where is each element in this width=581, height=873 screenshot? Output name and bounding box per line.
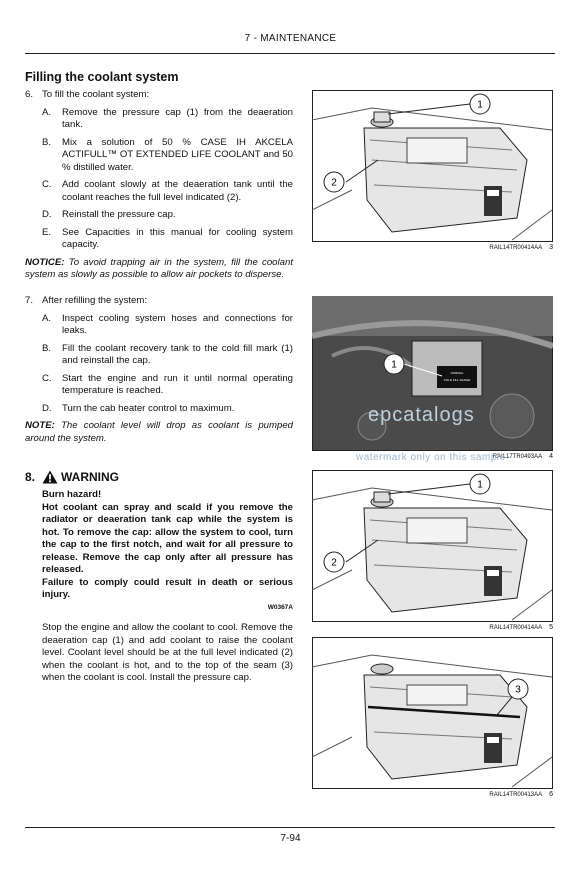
step-intro: To fill the coolant system: [42, 89, 150, 100]
warning-triangle-icon [42, 470, 58, 484]
figure-caption [312, 791, 553, 798]
callout-3: 3 [515, 684, 521, 696]
instruction: Start the engine and run it until normal operating temperature is reached. [62, 372, 293, 396]
step-7 [25, 295, 293, 445]
callout-2: 2 [331, 177, 337, 189]
tank-cold-fill-label: COLD FILL RANGE [443, 378, 471, 382]
step-intro: After refilling the system: [42, 295, 148, 306]
figure-code: RAIL14TR00414AA [489, 245, 543, 251]
section-title: Filling the coolant system [25, 70, 179, 84]
item-letter: D. [42, 209, 52, 220]
item-letter: C. [42, 372, 52, 384]
notice-text: To avoid trapping air in the system, fill the coolant system as slowly as possible to allow air pockets to disperse. [25, 256, 293, 280]
deaeration-tank-illustration [312, 470, 553, 622]
chapter-header: 7 - MAINTENANCE [244, 33, 337, 44]
instruction: Remove the pressure cap (1) from the deaeration tank. [62, 106, 293, 130]
instruction: See Capacities in this manual for cooling system capacity. [62, 226, 293, 250]
deaeration-tank-illustration [312, 90, 553, 242]
figure-number: 4 [549, 453, 553, 460]
figure-5 [312, 470, 553, 631]
warning-label: WARNING [61, 469, 119, 484]
step-6 [25, 89, 293, 282]
step-number: 7. [25, 295, 34, 306]
watermark-logo: epcatalogs [368, 404, 475, 426]
item-letter: C. [42, 179, 52, 190]
figure-4 [312, 296, 553, 460]
step-8-text: Stop the engine and allow the coolant to cool. Remove the deaeration cap (1) and add coolant to raise the coolant level. Coolant level should be at the full level indicated (2) when the coolant is hot, and to the top of the seam (3) when the coolant is cool. Install the pressure cap. [42, 622, 293, 683]
figure-code: RAIL17TR0493AA [492, 454, 543, 460]
tank-normal-label: NORMAL [450, 371, 464, 375]
item-letter: A. [42, 106, 52, 118]
footer-rule [25, 827, 555, 828]
instruction: Add coolant slowly at the deaeration tank until the coolant reaches the full level indicated (2). [62, 179, 293, 203]
recovery-tank-photo [312, 296, 553, 451]
notice-label: NOTICE: [25, 256, 65, 268]
figure-6 [312, 637, 553, 798]
callout-1: 1 [477, 479, 483, 491]
figure-code: RAIL14TR00414AA [489, 625, 543, 631]
figure-caption [312, 244, 553, 251]
figure-number: 5 [549, 624, 553, 631]
deaeration-tank-seam-illustration [312, 637, 553, 789]
instruction: Reinstall the pressure cap. [62, 209, 176, 220]
warning-line: Burn hazard! [42, 489, 102, 500]
item-letter: E. [42, 226, 52, 238]
figure-3 [312, 90, 553, 251]
callout-1: 1 [477, 99, 483, 111]
step-number: 6. [25, 89, 34, 100]
warning-header [25, 470, 293, 484]
header-rule [25, 53, 555, 54]
item-letter: B. [42, 136, 52, 148]
instruction: Turn the cab heater control to maximum. [62, 402, 235, 414]
callout-1: 1 [391, 359, 397, 371]
instruction: Mix a solution of 50 % CASE IH AKCELA ACTIFULL™ OT EXTENDED LIFE COOLANT and 50 % distilled water. [62, 136, 293, 173]
callout-2: 2 [331, 557, 337, 569]
note [25, 420, 293, 445]
note-label: NOTE: [25, 420, 55, 431]
page-number: 7-94 [280, 833, 301, 844]
item-letter: D. [42, 402, 52, 414]
step-number: 8. [25, 469, 36, 484]
item-letter: A. [42, 312, 52, 324]
note-text: The coolant level will drop as coolant is pumped around the system. [25, 420, 293, 444]
figure-caption [312, 624, 553, 631]
figure-number: 6 [549, 791, 553, 798]
instruction: Inspect cooling system hoses and connections for leaks. [62, 312, 293, 336]
notice [25, 257, 293, 282]
instruction: Fill the coolant recovery tank to the cold fill mark (1) and reinstall the cap. [62, 342, 293, 366]
warning-text [25, 489, 293, 602]
warning-code: W0367A [267, 603, 293, 611]
watermark-text: watermark only on this sample [356, 452, 506, 463]
step-8 [25, 470, 293, 685]
figure-code: RAIL14TR00413AA [489, 792, 543, 798]
item-letter: B. [42, 342, 52, 354]
figure-number: 3 [549, 244, 553, 251]
warning-line: Failure to comply could result in death or serious injury. [42, 576, 293, 600]
warning-line: Hot coolant can spray and scald if you remove the radiator or deaeration tank cap while the system is hot. To remove the cap: allow the system to cool, turn the cap to the first notch, and wait for all pressure to release. Remove the cap only after all pressure has released. [42, 501, 293, 575]
